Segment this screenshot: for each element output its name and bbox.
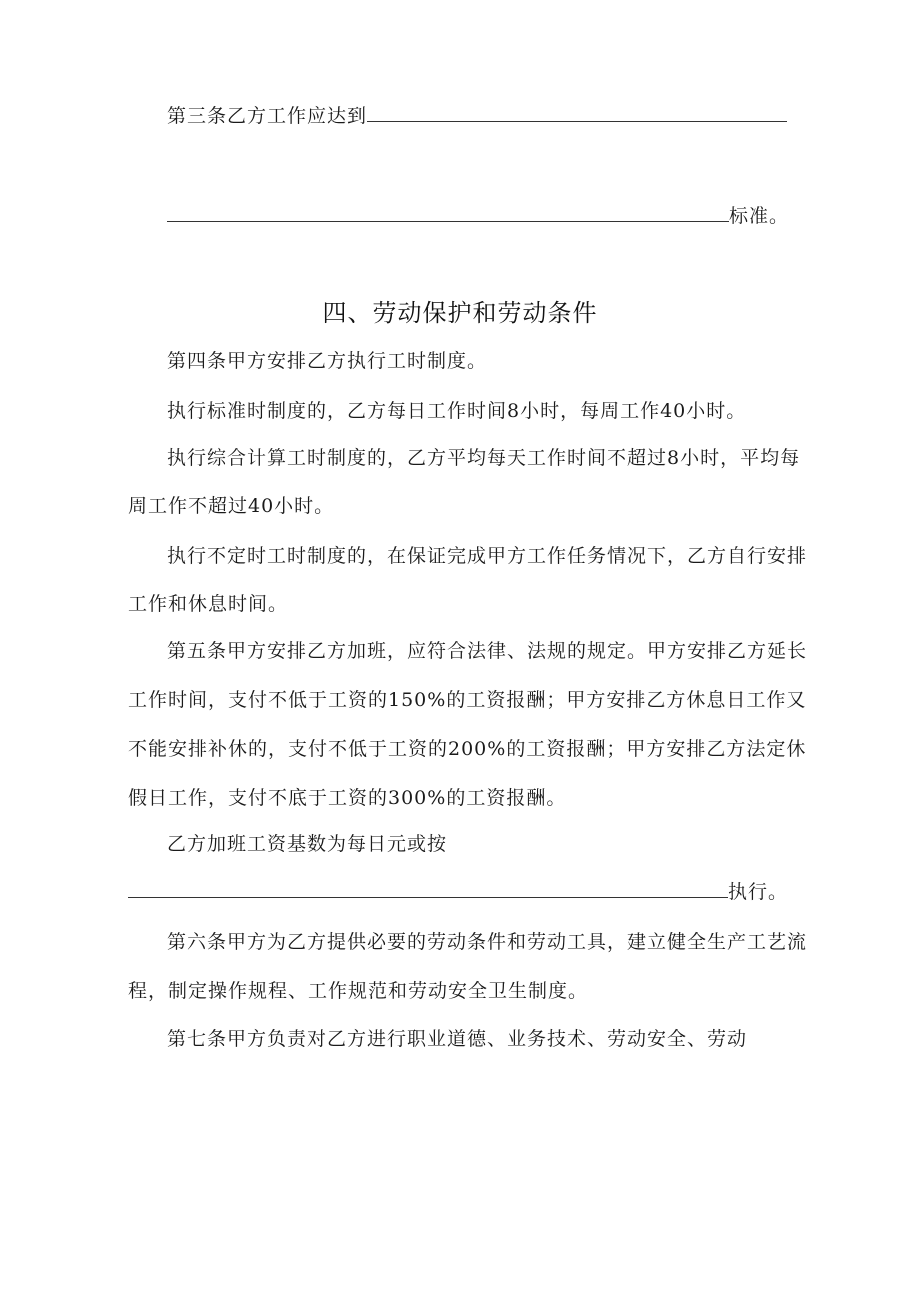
article4-line3b: 周工作不超过40小时。 (128, 495, 335, 517)
article6-line2: 程，制定操作规程、工作规范和劳动安全卫生制度。 (128, 980, 589, 1002)
article4-line4a: 执行不定时工时制度的，在保证完成甲方工作任务情况下，乙方自行安排 (167, 545, 808, 567)
article3-line (167, 103, 787, 129)
article5-line4: 假日工作，支付不底于工资的300%的工资报酬。 (128, 787, 567, 809)
article5-overtime-base: 乙方加班工资基数为每日元或按 (167, 833, 448, 855)
section-heading: 四、劳动保护和劳动条件 (322, 299, 598, 327)
article7-line1: 第七条甲方负责对乙方进行职业道德、业务技术、劳动安全、劳动 (167, 1028, 748, 1050)
article5-line3: 不能安排补休的，支付不低于工资的200%的工资报酬；甲方安排乙方法定休 (128, 738, 807, 760)
article6-line1: 第六条甲方为乙方提供必要的劳动条件和劳动工具，建立健全生产工艺流 (167, 931, 808, 953)
article5-overtime-line (128, 879, 788, 905)
article5-overtime-suffix: 执行。 (728, 881, 789, 903)
article3-blank-2 (167, 203, 729, 222)
article3-blank-1 (367, 103, 787, 122)
article4-line4b: 工作和休息时间。 (128, 593, 289, 615)
article5-blank (128, 879, 728, 898)
article5-line1: 第五条甲方安排乙方加班，应符合法律、法规的规定。甲方安排乙方延长 (167, 640, 808, 662)
article4-line3a: 执行综合计算工时制度的，乙方平均每天工作时间不超过8小时，平均每 (167, 447, 801, 469)
article5-line2: 工作时间，支付不低于工资的150%的工资报酬；甲方安排乙方休息日工作又 (128, 689, 807, 711)
article4-line2: 执行标准时制度的，乙方每日工作时间8小时，每周工作40小时。 (167, 400, 747, 422)
article4-line1: 第四条甲方安排乙方执行工时制度。 (167, 350, 488, 372)
article3-prefix: 第三条乙方工作应达到 (167, 105, 368, 127)
article3-continuation (167, 203, 789, 229)
article3-suffix: 标准。 (729, 205, 790, 227)
